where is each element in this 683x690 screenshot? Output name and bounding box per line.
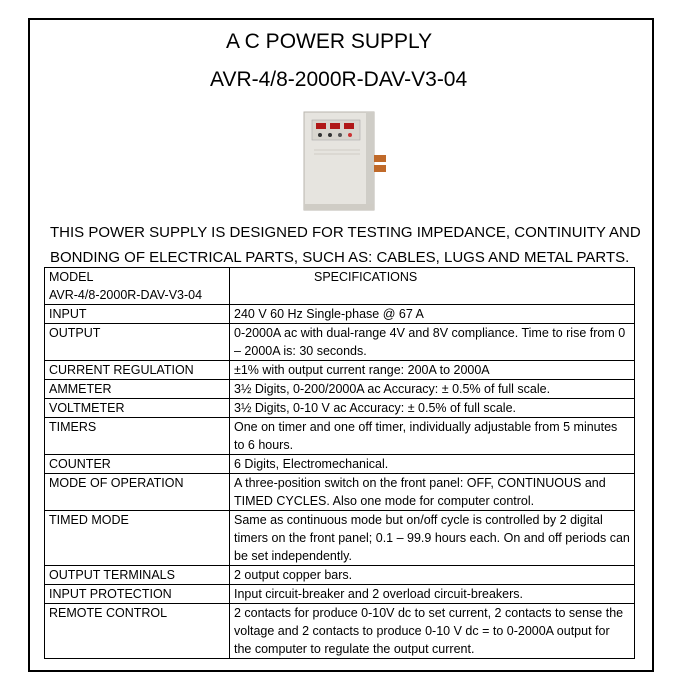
table-row	[45, 604, 635, 659]
row-label: TIMED MODE	[45, 511, 230, 566]
row-label: MODE OF OPERATION	[45, 474, 230, 511]
row-label: CURRENT REGULATION	[45, 361, 230, 380]
row-value: Same as continuous mode but on/off cycle is controlled by 2 digital timers on the front panel; 0.1 – 99.9 hours each. On and off periods can be set independently.	[230, 511, 635, 566]
table-row	[45, 511, 635, 566]
power-supply-photo	[300, 110, 388, 212]
row-label: OUTPUT TERMINALS	[45, 566, 230, 585]
row-value: 240 V 60 Hz Single-phase @ 67 A	[230, 305, 635, 324]
intro-line: BONDING OF ELECTRICAL PARTS, SUCH AS: CABLES, LUGS AND METAL PARTS.	[50, 249, 630, 266]
table-row	[45, 305, 635, 324]
table-row	[45, 418, 635, 455]
table-row	[45, 474, 635, 511]
intro-line: THIS POWER SUPPLY IS DESIGNED FOR TESTING IMPEDANCE, CONTINUITY AND	[50, 224, 641, 241]
header-spec-label: SPECIFICATIONS	[314, 270, 418, 284]
table-row	[45, 566, 635, 585]
document-title: A C POWER SUPPLY	[226, 30, 433, 53]
row-value: A three-position switch on the front panel: OFF, CONTINUOUS and TIMED CYCLES. Also one mode for computer control.	[230, 474, 635, 511]
header-model-label: MODEL	[49, 270, 94, 284]
intro-text	[50, 220, 641, 270]
header-spec-cell	[230, 268, 635, 305]
row-label: INPUT PROTECTION	[45, 585, 230, 604]
row-value: 3½ Digits, 0-200/2000A ac Accuracy: ± 0.5% of full scale.	[230, 380, 635, 399]
row-value: 0-2000A ac with dual-range 4V and 8V compliance. Time to rise from 0 – 2000A is: 30 seconds.	[230, 324, 635, 361]
table-row	[45, 361, 635, 380]
row-value: ±1% with output current range: 200A to 2000A	[230, 361, 635, 380]
header-model-cell	[45, 268, 230, 305]
table-row	[45, 399, 635, 418]
row-label: TIMERS	[45, 418, 230, 455]
table-row	[45, 324, 635, 361]
row-label: REMOTE CONTROL	[45, 604, 230, 659]
row-label: COUNTER	[45, 455, 230, 474]
row-value: 3½ Digits, 0-10 V ac Accuracy: ± 0.5% of full scale.	[230, 399, 635, 418]
table-header-row	[45, 268, 635, 305]
model-title: AVR-4/8-2000R-DAV-V3-04	[210, 68, 468, 91]
row-value: Input circuit-breaker and 2 overload circuit-breakers.	[230, 585, 635, 604]
row-value: 2 output copper bars.	[230, 566, 635, 585]
table-row	[45, 380, 635, 399]
row-value: One on timer and one off timer, individually adjustable from 5 minutes to 6 hours.	[230, 418, 635, 455]
row-value: 2 contacts for produce 0-10V dc to set current, 2 contacts to sense the voltage and 2 contacts to produce 0-10 V dc = to 0-2000A output for the computer to regulate the output current.	[230, 604, 635, 659]
row-value: 6 Digits, Electromechanical.	[230, 455, 635, 474]
table-row	[45, 455, 635, 474]
table-row	[45, 585, 635, 604]
specifications-table	[44, 267, 635, 659]
row-label: AMMETER	[45, 380, 230, 399]
row-label: INPUT	[45, 305, 230, 324]
row-label: VOLTMETER	[45, 399, 230, 418]
header-model-code: AVR-4/8-2000R-DAV-V3-04	[49, 288, 203, 302]
row-label: OUTPUT	[45, 324, 230, 361]
